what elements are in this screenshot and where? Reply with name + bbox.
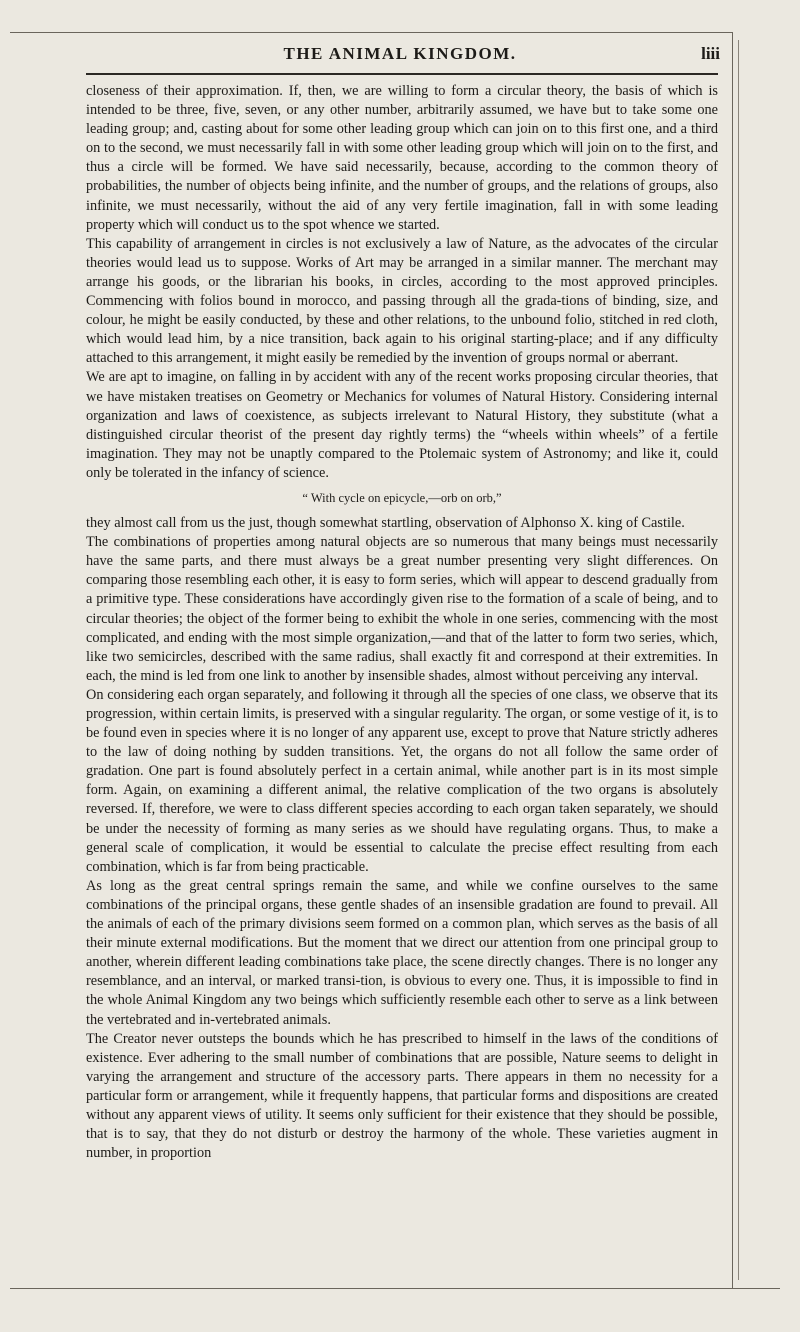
paragraph: they almost call from us the just, though somewhat startling, observation of Alphonso X. king of Castile. <box>86 515 685 532</box>
page-edge-right-inner <box>738 40 739 1280</box>
paragraph: On considering each organ separately, and following it through all the species of one class, we observe that its progression, within certain limits, is preserved with a singular regularity. The organ, or some vestige of it, is to be found even in species where it is no longer of any apparent use, except to prove that Nature strictly adheres to the law of doing nothing by sudden transitions. Yet, the organs do not all follow the same order of gradation. One part is found absolutely perfect in a certain animal, while another part is in its most simple form. Again, on examining a different animal, the relative complication of the two organs is absolutely reversed. If, therefore, we were to class different species according to each organ taken separately, we should be under the necessity of forming as many series as we should have regulating organs. Thus, to make a general scale of complication, it would be essential to calculate the precise effect resulting from each combination, which is far from being practicable. <box>86 686 718 875</box>
paragraph: The combinations of properties among natural objects are so numerous that many beings must necessarily have the same parts, and there must always be a great number presenting very slight differences. On comparing those resembling each other, it is easy to form series, which will appear to descend gradually from a primitive type. These considerations have accordingly given rise to the formation of a scale of being, and to circular theories; the object of the former being to exhibit the whole in one series, commencing with the most complicated, and ending with the most simple organization,—and that of the latter to form two series, which, like two semicircles, described with the same radius, shall exactly fit and correspond at their extremities. In each, the mind is led from one link to another by insensible shades, almost without perceiving any interval. <box>86 534 718 684</box>
page-edge-bottom <box>10 1288 780 1289</box>
quotation: “ With cycle on epicycle,—orb on orb,” <box>302 490 502 505</box>
body-text <box>86 82 718 1163</box>
page-edge-right <box>732 32 733 1288</box>
header-rule <box>86 73 718 75</box>
paragraph: This capability of arrangement in circles is not exclusively a law of Nature, as the advocates of the circular theories would lead us to suppose. Works of Art may be arranged in a similar manner. The merchant may arrange his goods, or the librarian his books, in circles, according to the most approved principles. Commencing with folios bound in morocco, and passing through all the grada-tions of binding, size, and colour, he might be easily conducted, by these and other relations, to the unbound folio, stitched in red cloth, which would lead him, by a nice transition, back again to his original starting-place; and if any difficulty attached to this arrangement, it might easily be remedied by the invention of groups normal or aberrant. <box>86 235 718 367</box>
paragraph: closeness of their approximation. If, then, we are willing to form a circular theory, the basis of which is intended to be three, five, seven, or any other number, arbitrarily assumed, we have but to take some one leading group; and, casting about for some other leading group which can join on to this first one, and a third on to the second, we must necessarily fall in with some other leading group which will join on to the first, and thus a circle will be formed. We have said necessarily, because, according to the common theory of probabilities, the number of objects being infinite, and the number of groups, and the relations of groups, also infinite, we must necessarily, without the aid of any very fertile imagination, fall in with some leading property which will conduct us to the spot whence we started. <box>86 83 718 233</box>
paragraph: As long as the great central springs remain the same, and while we confine ourselves to the same combinations of the principal organs, these gentle shades of an insensible gradation are found to prevail. All the animals of each of the primary divisions seem formed on a common plan, which serves as the basis of all their minute external modifications. But the moment that we direct our attention from one principal group to another, wherein different leading combinations take place, the scene directly changes. There is no longer any resemblance, and an interval, or marked transi-tion, is obvious to every one. Thus, it is impossible to find in the whole Animal Kingdom any two beings which sufficiently resemble each other to serve as a link between the vertebrated and in-vertebrated animals. <box>86 877 718 1028</box>
paragraph: We are apt to imagine, on falling in by accident with any of the recent works proposing circular theories, that we have mistaken treatises on Geometry or Mechanics for volumes of Natural History. Considering internal organization and laws of coexistence, as subjects irrelevant to Natural History, they substitute (what a distinguished circular theorist of the present day rightly terms) the “wheels within wheels” of a fertile imagination. They may not be unaptly compared to the Ptolemaic system of Astronomy; and like it, could only be tolerated in the infancy of science. <box>86 369 718 481</box>
running-title: THE ANIMAL KINGDOM. <box>283 44 517 63</box>
page-number: liii <box>701 44 720 63</box>
page-edge-top <box>10 32 732 33</box>
running-head <box>80 44 720 66</box>
paragraph: The Creator never outsteps the bounds which he has prescribed to himself in the laws of the conditions of existence. Ever adhering to the small number of combinations that are possible, Nature seems to delight in varying the arrangement and structure of the accessory parts. There appears in them no necessity for a particular form or arrangement, while it frequently happens, that particular forms and dispositions are created without any apparent views of utility. It seems only sufficient for their existence that they should be possible, that is to say, that they do not disturb or destroy the harmony of the whole. These varieties augment in number, in proportion <box>86 1030 718 1162</box>
